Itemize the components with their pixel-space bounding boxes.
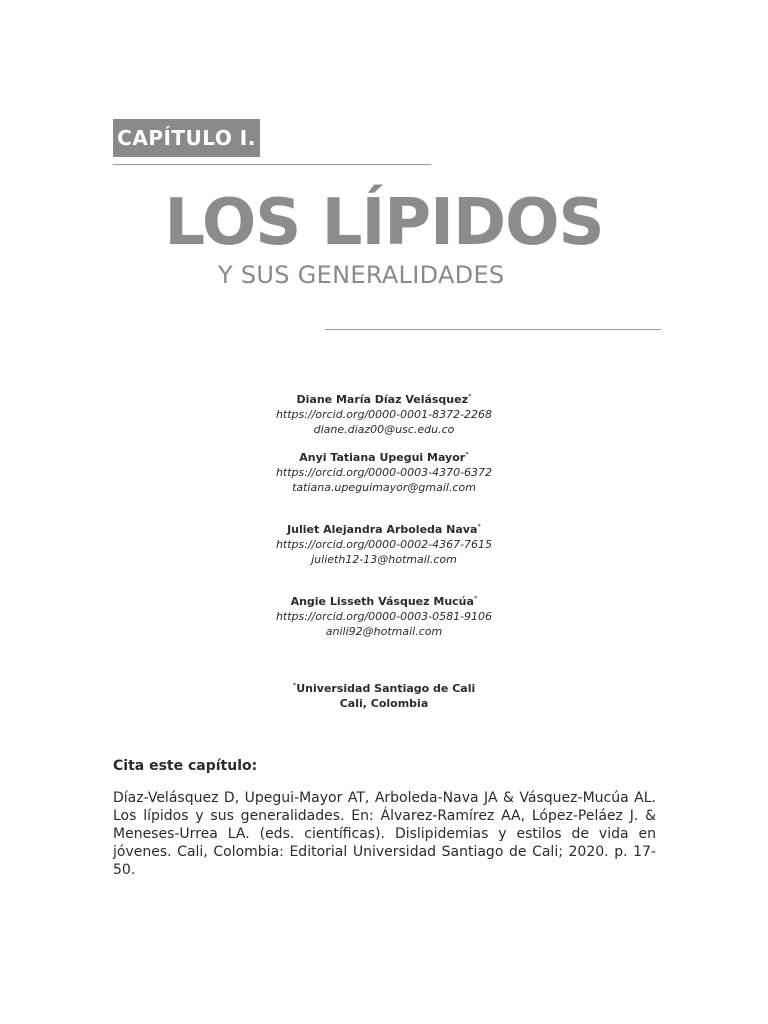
author-entry [184,392,584,437]
affiliation-marker: * [468,392,472,401]
bottom-divider [325,329,661,330]
author-name-text: Angie Lisseth Vásquez Mucúa [290,595,474,608]
author-name-text: Juliet Alejandra Arboleda Nava [287,523,478,536]
citation-heading: Cita este capítulo: [113,758,258,774]
author-name [184,450,584,465]
author-orcid: https://orcid.org/0000-0001-8372-2268 [275,408,493,421]
author-name-text: Anyi Tatiana Upegui Mayor [299,451,466,464]
chapter-title: LOS LÍPIDOS [164,186,604,260]
author-name [184,392,584,407]
author-orcid: https://orcid.org/0000-0002-4367-7615 [275,538,493,551]
author-orcid: https://orcid.org/0000-0003-4370-6372 [275,466,493,479]
affiliation-location: Cali, Colombia [339,697,429,710]
author-name-text: Diane María Díaz Velásquez [296,393,468,406]
author-email: diane.diaz00@usc.edu.co [313,423,455,436]
author-name [184,522,584,537]
affiliation-institution [184,681,584,696]
author-email: anili92@hotmail.com [325,625,443,638]
author-entry [184,450,584,495]
citation-text: Díaz-Velásquez D, Upegui-Mayor AT, Arboleda-Nava JA & Vásquez-Mucúa AL. Los lípidos y sus generalidades. En: Álvarez-Ramírez AA, López-Peláez J. & Meneses-Urrea LA. (eds. científicas). Dislipidemias y estilos de vida en jóvenes. Cali, Colombia: Editorial Universidad Santiago de Cali; 2020. p. 17-50. [113,790,656,878]
chapter-badge: CAPÍTULO I. [113,119,260,157]
author-entry [184,594,584,639]
author-entry [184,522,584,567]
institution-name: Universidad Santiago de Cali [296,682,476,695]
affiliation-marker: * [465,450,469,459]
author-orcid: https://orcid.org/0000-0003-0581-9106 [275,610,493,623]
affiliation [184,681,584,711]
affiliation-marker: * [292,681,297,690]
author-email: tatiana.upeguimayor@gmail.com [292,481,476,494]
affiliation-marker: * [477,522,481,531]
affiliation-marker: * [473,594,478,603]
chapter-subtitle: Y SUS GENERALIDADES [218,261,505,289]
author-name [184,594,584,609]
author-email: julieth12-13@hotmail.com [311,553,457,566]
top-divider [113,164,431,165]
